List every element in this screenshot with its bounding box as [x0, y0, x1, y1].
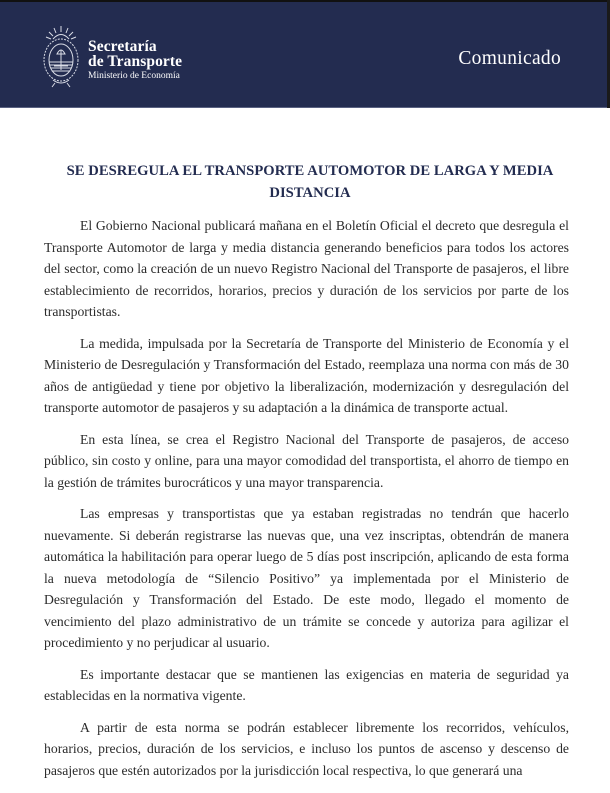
document-type-label: Comunicado — [458, 48, 561, 69]
brand-ministry: Ministerio de Economía — [88, 71, 180, 81]
brand-title: Secretaría — [88, 38, 157, 55]
document-body — [44, 215, 569, 791]
brand — [88, 39, 182, 82]
paragraph: Las empresas y transportistas que ya estaban registradas no tendrán que hacerlo nuevamente. Si deberán registrarse las nuevas que, una vez inscriptas, obtendrán de manera automática la habilitación para operar luego de 5 días post inscripción, aplicando de esta forma la nueva metodología de “Silencio Positivo” ya implementada por el Ministerio de Desregulación y Transformación del Estado. De este modo, llegado el momento de vencimiento del plazo administrativo de un trámite se concede y autoriza para agilizar el procedimiento y no perjudicar al usuario. — [44, 506, 569, 650]
argentina-coat-of-arms-icon — [41, 24, 81, 90]
paragraph: El Gobierno Nacional publicará mañana en el Boletín Oficial el decreto que desregula el Transporte Automotor de larga y media distancia generando beneficios para todos los actores del sector, como la creación de un nuevo Registro Nacional del Transporte de pasajeros, el libre establecimiento de recorridos, horarios, precios y duración de los servicios por parte de los transportistas. — [44, 218, 569, 319]
paragraph: A partir de esta norma se podrán establecer libremente los recorridos, vehículos, horarios, precios, duración de los servicios, e incluso los puntos de ascenso y descenso de pasajeros que estén autorizados por la jurisdicción local respectiva, lo que generará una — [44, 719, 569, 778]
page-header — [0, 2, 607, 108]
document-title: SE DESREGULA EL TRANSPORTE AUTOMOTOR DE LARGA Y MEDIA DISTANCIA — [66, 163, 554, 201]
brand-subtitle: de Transporte — [88, 53, 183, 70]
paragraph: La medida, impulsada por la Secretaría de Transporte del Ministerio de Economía y el Ministerio de Desregulación y Transformación del Estado, reemplaza una norma con más de 30 años de antigüedad y tiene por objetivo la liberalización, modernización y desregulación del transporte automotor de pasajeros y su adaptación a la dinámica de transporte actual. — [44, 335, 569, 415]
paragraph: En esta línea, se crea el Registro Nacional del Transporte de pasajeros, de acceso público, sin costo y online, para una mayor comodidad del transportista, el ahorro de tiempo en la gestión de trámites burocráticos y una mayor transparencia. — [44, 431, 569, 490]
paragraph: Es importante destacar que se mantienen las exigencias en materia de seguridad ya establecidas en la normativa vigente. — [44, 666, 569, 703]
